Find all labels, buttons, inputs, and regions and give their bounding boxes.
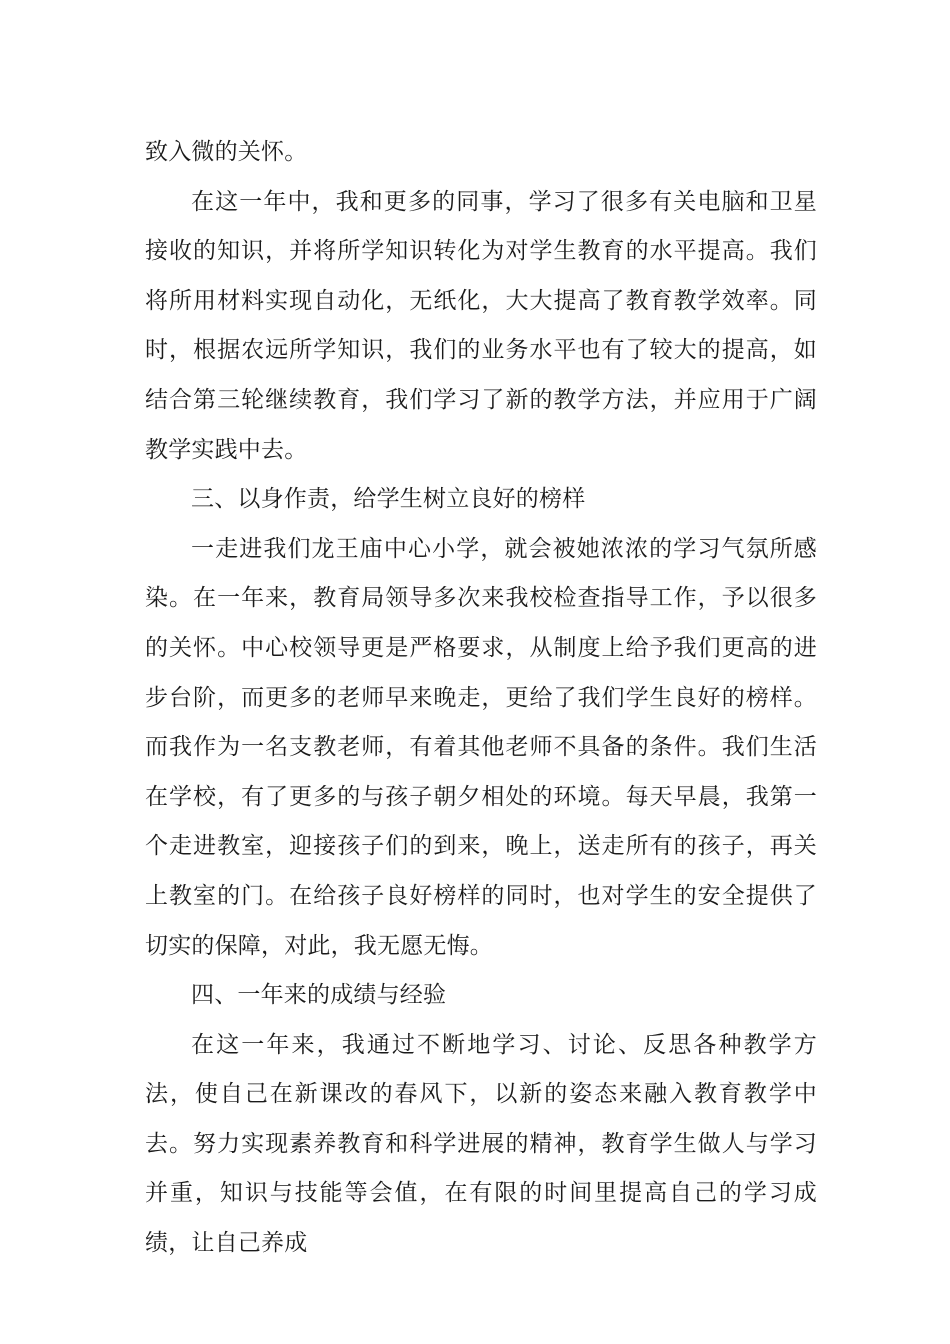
section-heading-4: 四、一年来的成绩与经验 xyxy=(191,982,447,1009)
paragraph-achievements: 在这一年来，我通过不断地学习、讨论、反思各种教学方法，使自己在新课改的春风下，以新的姿态来融入教育教学中去。努力实现素养教育和科学进展的精神，教育学生做人与学习并重，知识与技能等会值，在有限的时间里提高自己的学习成绩，让自己养成 xyxy=(145,1031,817,1257)
section-heading-3: 三、以身作责，给学生树立良好的榜样 xyxy=(191,486,586,513)
document-body xyxy=(145,128,817,1269)
paragraph-training: 在这一年中，我和更多的同事，学习了很多有关电脑和卫星接收的知识，并将所学知识转化为对学生教育的水平提高。我们将所用材料实现自动化，无纸化，大大提高了教育教学效率。同时，根据农远所学知识，我们的业务水平也有了较大的提高，如结合第三轮继续教育，我们学习了新的教学方法，并应用于广阔教学实践中去。 xyxy=(145,188,817,463)
paragraph-role-model: 一走进我们龙王庙中心小学，就会被她浓浓的学习气氛所感染。在一年来，教育局领导多次来我校检查指导工作，予以很多的关怀。中心校领导更是严格要求，从制度上给予我们更高的进步台阶，而更多的老师早来晚走，更给了我们学生良好的榜样。而我作为一名支教老师，有着其他老师不具备的条件。我们生活在学校，有了更多的与孩子朝夕相处的环境。每天早晨，我第一个走进教室，迎接孩子们的到来，晚上，送走所有的孩子，再关上教室的门。在给孩子良好榜样的同时，也对学生的安全提供了切实的保障，对此，我无愿无悔。 xyxy=(145,535,817,959)
paragraph-continuation: 致入微的关怀。 xyxy=(145,139,308,165)
